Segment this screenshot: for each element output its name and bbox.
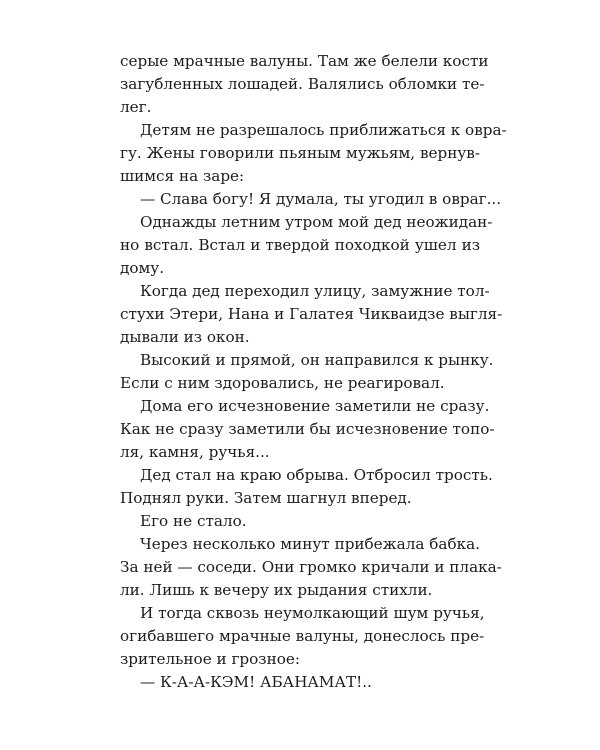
text-line: Как не сразу заметили бы исчезновение топо- [120, 420, 495, 438]
text-line: стухи Этери, Нана и Галатея Чикваидзе выгля- [120, 305, 503, 323]
text-line: лег. [120, 98, 152, 116]
text-line: И тогда сквозь неумолкающий шум ручья, [140, 604, 485, 622]
text-line: Если с ним здоровались, не реагировал. [120, 374, 445, 392]
text-line: Его не стало. [140, 512, 247, 530]
text-line: За ней — соседи. Они громко кричали и плака- [120, 558, 502, 576]
text-line: шимся на заре: [120, 167, 245, 185]
text-line: огибавшего мрачные валуны, донеслось пре- [120, 627, 485, 645]
text-line: Дома его исчезновение заметили не сразу. [140, 397, 490, 415]
text-line: серые мрачные валуны. Там же белели кости [120, 52, 489, 70]
text-line: — Слава богу! Я думала, ты угодил в овраг... [140, 190, 502, 208]
text-line: Поднял руки. Затем шагнул вперед. [120, 489, 412, 507]
text-line: дывали из окон. [120, 328, 250, 346]
text-line: Однажды летним утром мой дед неожидан- [140, 213, 493, 231]
book-page-text [120, 50, 507, 694]
text-line: — К-А-А-КЭМ! АБАНАМАТ!.. [140, 673, 372, 691]
text-line: загубленных лошадей. Валялись обломки те- [120, 75, 485, 93]
text-line: Через несколько минут прибежала бабка. [140, 535, 480, 553]
text-line: дому. [120, 259, 165, 277]
text-line: зрительное и грозное: [120, 650, 300, 668]
text-line: гу. Жены говорили пьяным мужьям, вернув- [120, 144, 480, 162]
text-line: Когда дед переходил улицу, замужние тол- [140, 282, 490, 300]
text-line: Дед стал на краю обрыва. Отбросил трость. [140, 466, 493, 484]
text-line: ли. Лишь к вечеру их рыдания стихли. [120, 581, 433, 599]
text-line: но встал. Встал и твердой походкой ушел из [120, 236, 480, 254]
text-line: Высокий и прямой, он направился к рынку. [140, 351, 494, 369]
text-line: Детям не разрешалось приближаться к овра- [140, 121, 507, 139]
text-line: ля, камня, ручья... [120, 443, 270, 461]
